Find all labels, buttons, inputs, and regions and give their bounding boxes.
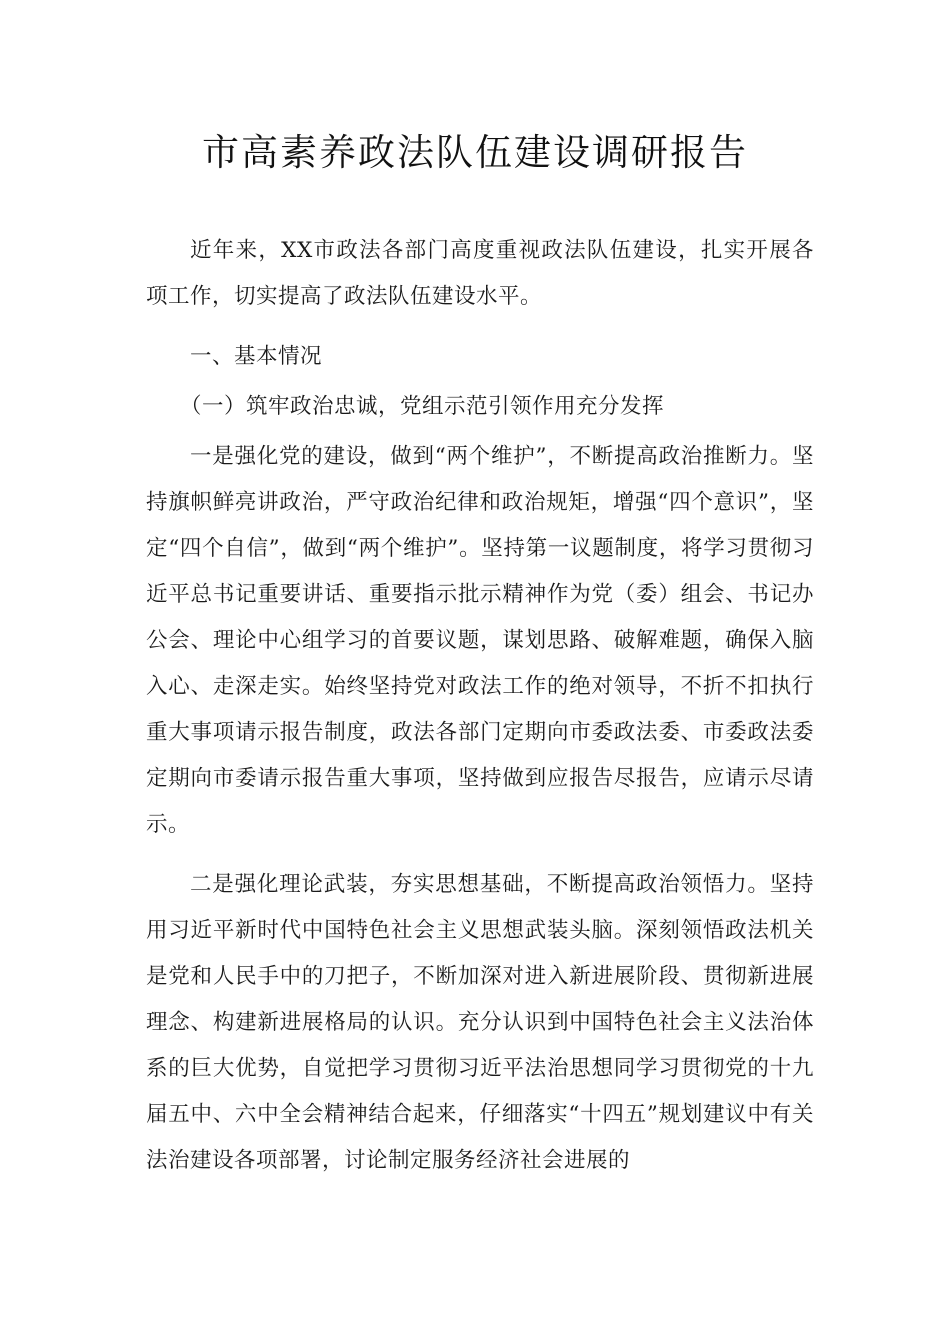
body-paragraph-2: 二是强化理论武装，夯实思想基础，不断提高政治领悟力。坚持用习近平新时代中国特色社会主义思想武装头脑。深刻领悟政法机关是党和人民手中的刀把子，不断加深对进入新进展阶段、贯彻新进展理念、构建新进展格局的认识。充分认识到中国特色社会主义法治体系的巨大优势，自觉把学习贯彻习近平法治思想同学习贯彻党的十九届五中、六中全会精神结合起来，仔细落实“十四五”规划建议中有关法治建设各项部署，讨论制定服务经济社会进展的 xyxy=(146,872,814,1173)
body-paragraph-1: 一是强化党的建设，做到“两个维护”，不断提高政治推断力。坚持旗帜鲜亮讲政治，严守政治纪律和政治规矩，增强“四个意识”，坚定“四个自信”，做到“两个维护”。坚持第一议题制度，将学习贯彻习近平总书记重要讲话、重要指示批示精神作为党（委）组会、书记办公会、理论中心组学习的首要议题，谋划思路、破解难题，确保入脑入心、走深走实。始终坚持党对政法工作的绝对领导，不折不扣执行重大事项请示报告制度，政法各部门定期向市委政法委、市委政法委定期向市委请示报告重大事项，坚持做到应报告尽报告，应请示尽请示。 xyxy=(146,444,814,837)
document-body xyxy=(146,228,814,1184)
document-title: 市高素养政法队伍建设调研报告 xyxy=(202,131,748,174)
intro-paragraph: 近年来，XX市政法各部门高度重视政法队伍建设，扎实开展各项工作，切实提高了政法队伍建设水平。 xyxy=(146,238,814,309)
section-heading: 一、基本情况 xyxy=(190,344,323,369)
subsection-heading: （一）筑牢政治忠诚，党组示范引领作用充分发挥 xyxy=(180,394,665,419)
